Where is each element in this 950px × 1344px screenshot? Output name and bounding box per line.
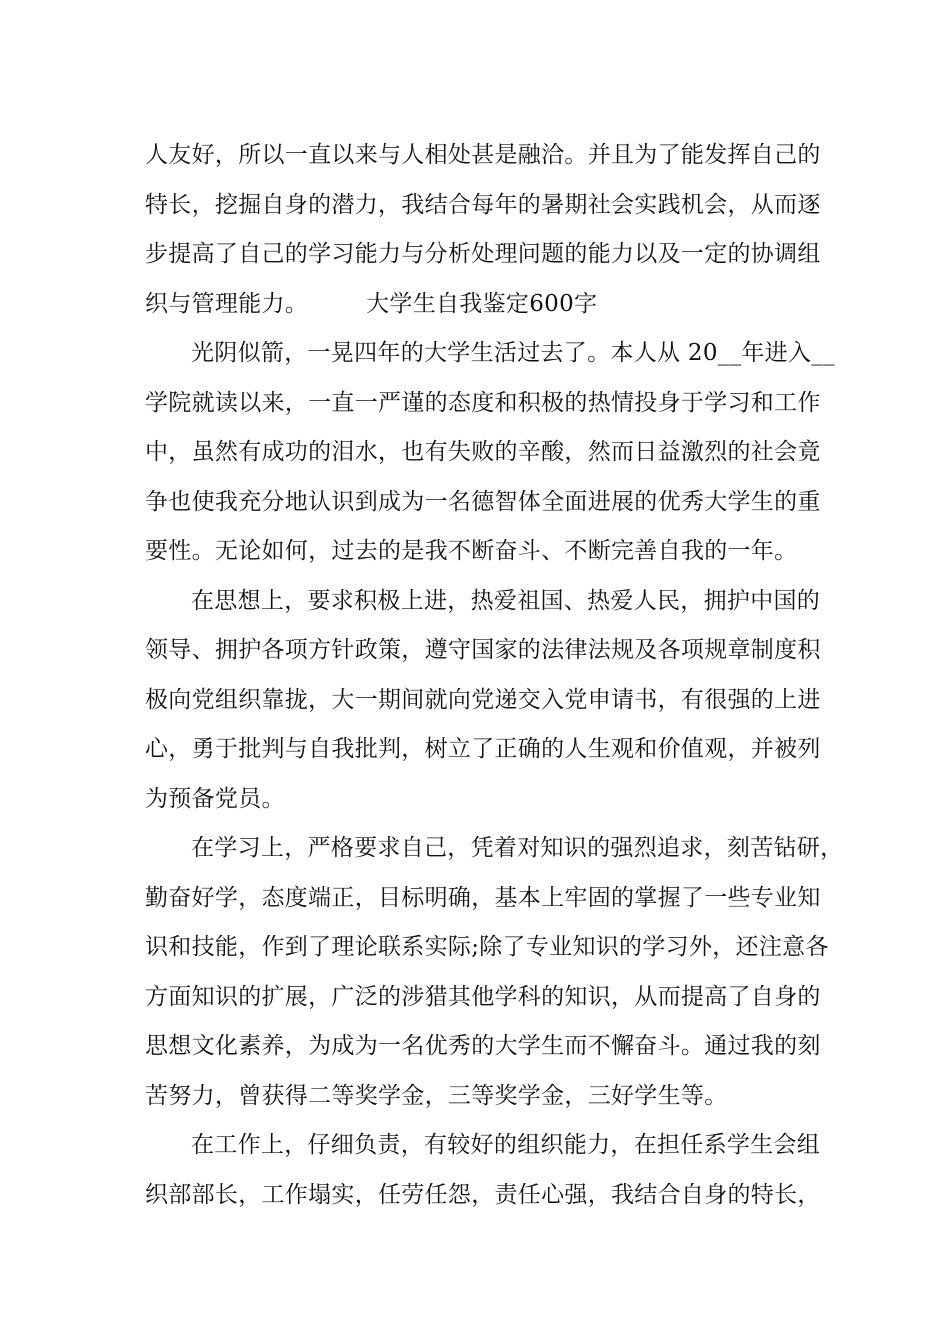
text-line: 领导、拥护各项方针政策，遵守国家的法律法规及各项规章制度积 [145,637,821,663]
text-line: 特长，挖掘自身的潜力，我结合每年的暑期社会实践机会，从而逐 [145,191,821,218]
text-line: 中，虽然有成功的泪水，也有失败的辛酸，然而日益激烈的社会竟 [145,439,821,465]
text-line: 争也使我充分地认识到成为一名德智体全面进展的优秀大学生的重 [145,488,821,515]
text-line: 识和技能，作到了理论联系实际;除了专业知识的学习外，还注意各 [145,934,829,960]
section-title: 大学生自我鉴定600字 [366,290,598,317]
text-line: 苦努力，曾获得二等奖学金，三等奖学金，三好学生等。 [145,1082,728,1109]
paragraph-first-line: 在学习上，严格要求自己，凭着对知识的强烈追求，刻苦钻研， [191,835,844,861]
document-body [145,131,844,1220]
text-line: 步提高了自己的学习能力与分析处理问题的能力以及一定的协调组 [145,241,821,267]
paragraph-first-line: 在思想上，要求积极上进，热爱祖国、热爱人民，拥护中国的 [191,587,821,614]
text-line: 勤奋好学，态度端正，目标明确，基本上牢固的掌握了一些专业知 [145,884,821,911]
text-line: 学院就读以来，一直一严谨的态度和积极的热情投身于学习和工作 [145,389,821,416]
text-line: 要性。无论如何，过去的是我不断奋斗、不断完善自我的一年。 [145,538,798,564]
text-line: 人友好，所以一直以来与人相处甚是融洽。并且为了能发挥自己的 [145,142,821,168]
paragraph-first-line: 在工作上，仔细负责，有较好的组织能力，在担任系学生会组 [191,1132,821,1158]
paragraph-first-line: 光阴似箭，一晃四年的大学生活过去了。本人从 20__年进入__ [191,340,835,366]
text-line-with-title [145,280,825,330]
text-line: 织部部长，工作塌实，任劳任怨，责任心强，我结合自身的特长， [145,1181,821,1208]
text-line: 极向党组织靠拢，大一期间就向党递交入党申请书，有很强的上进 [145,686,821,713]
text-line: 心，勇于批判与自我批判，树立了正确的人生观和价值观，并被列 [145,736,821,762]
text-line: 为预备党员。 [145,785,285,812]
text-line: 织与管理能力。 [145,290,309,317]
text-line: 方面知识的扩展，广泛的涉猎其他学科的知识，从而提高了自身的 [145,983,821,1010]
text-line: 思想文化素养，为成为一名优秀的大学生而不懈奋斗。通过我的刻 [145,1033,821,1059]
